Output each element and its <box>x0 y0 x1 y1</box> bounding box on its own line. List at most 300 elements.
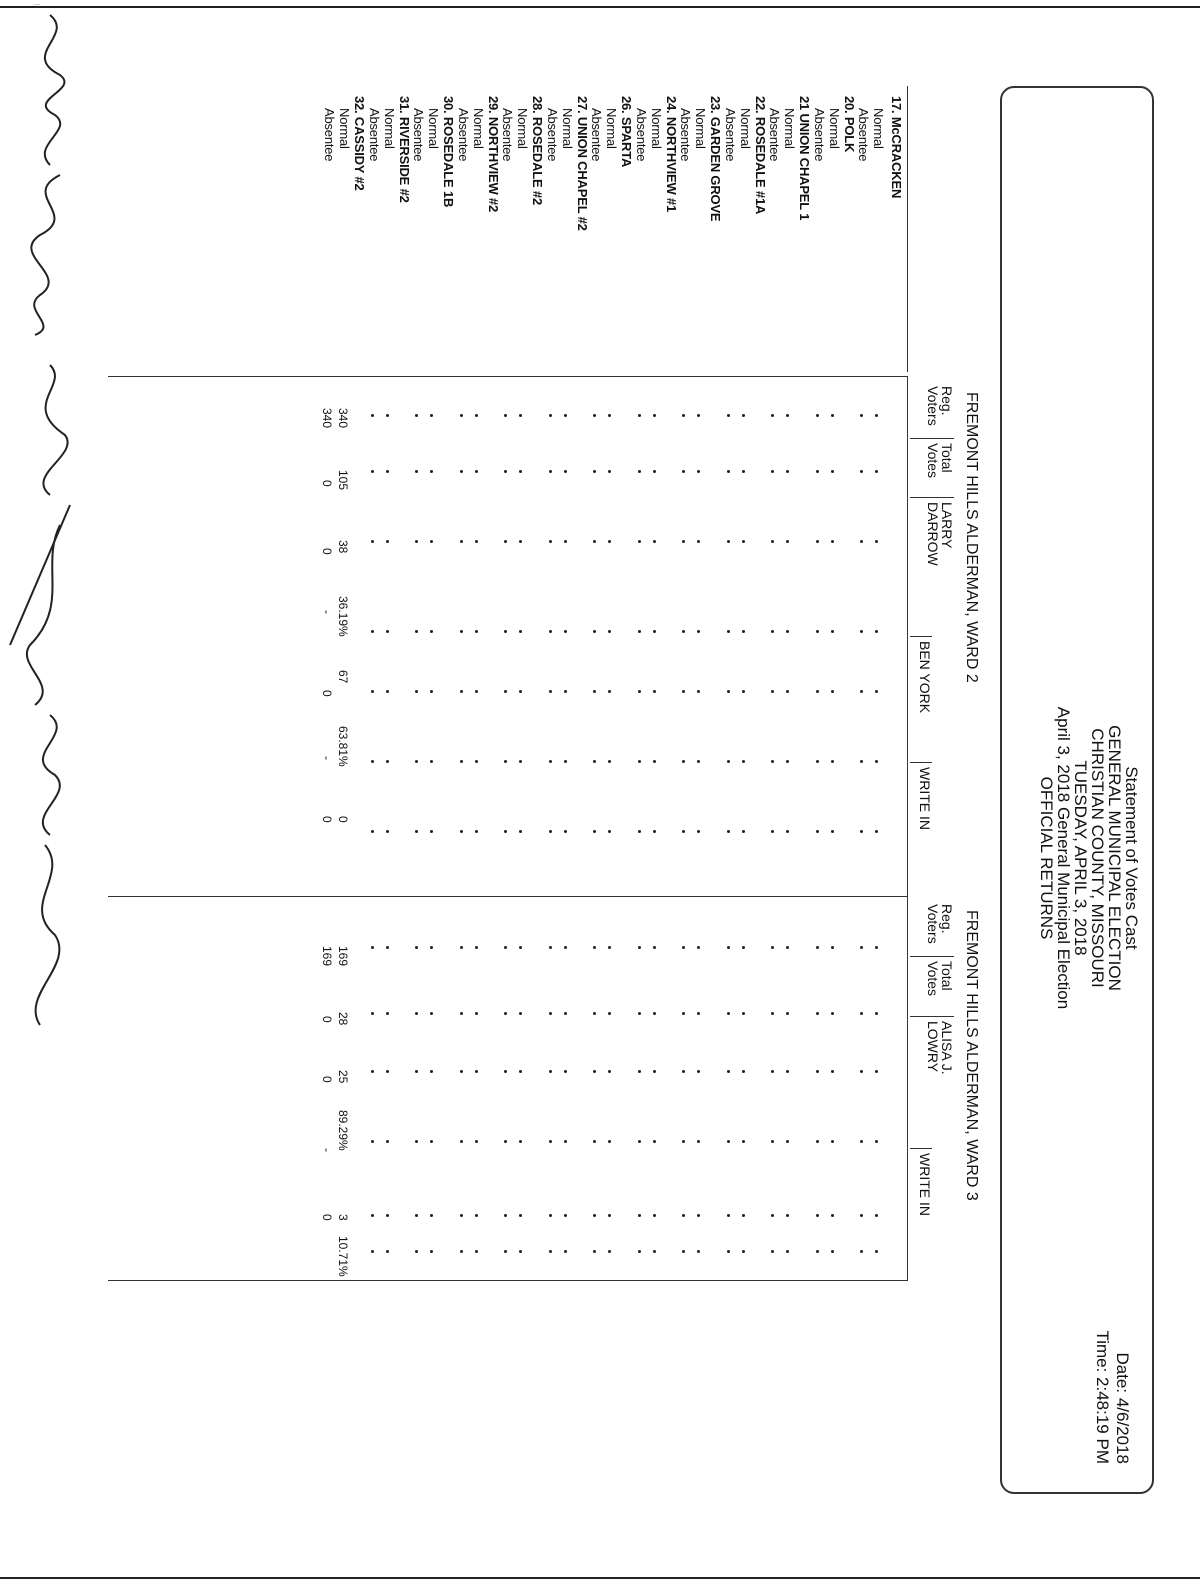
dot-leader <box>430 1070 433 1073</box>
dot-leader <box>786 830 789 833</box>
dot-leader <box>682 540 685 543</box>
ward3-cassidy-abs-lowry-votes: 0 <box>320 1076 334 1083</box>
dot-leader <box>519 1070 522 1073</box>
dot-leader <box>504 1250 507 1253</box>
dot-leader <box>564 414 567 417</box>
dot-leader <box>504 946 507 949</box>
dot-leader <box>504 1214 507 1217</box>
dot-leader <box>386 1140 389 1143</box>
dot-leader <box>519 1140 522 1143</box>
dot-leader <box>831 690 834 693</box>
row-sub-label: Absentee <box>678 108 693 162</box>
dot-leader <box>860 830 863 833</box>
dot-leader <box>564 630 567 633</box>
row-sub-label: Normal <box>382 108 397 149</box>
dot-leader <box>682 760 685 763</box>
dot-leader <box>875 540 878 543</box>
dot-leader <box>504 414 507 417</box>
dot-leader <box>519 540 522 543</box>
ward2-cassidy-reg-voters: 340 <box>336 408 350 429</box>
dot-leader <box>860 1012 863 1015</box>
dot-leader <box>386 540 389 543</box>
ward3-cassidy-writein-pct: 10.71% <box>336 1236 350 1277</box>
precinct-label: 20. POLK <box>842 96 857 153</box>
row-sub-label: Absentee <box>767 108 782 162</box>
dot-leader <box>727 630 730 633</box>
dot-leader <box>860 1214 863 1217</box>
dot-leader <box>697 470 700 473</box>
ward3-cassidy-abs-writein-votes: 0 <box>320 1214 334 1221</box>
dot-leader <box>653 470 656 473</box>
dot-leader <box>697 1214 700 1217</box>
dot-leader <box>460 414 463 417</box>
dot-leader <box>638 630 641 633</box>
ward2-race-title: FREMONT HILLS ALDERMAN, WARD 2 <box>963 392 980 683</box>
row-sub-label: Absentee <box>812 108 827 162</box>
dot-leader <box>682 1140 685 1143</box>
dot-leader <box>593 1250 596 1253</box>
dot-leader <box>415 470 418 473</box>
dot-leader <box>831 830 834 833</box>
dot-leader <box>831 630 834 633</box>
dot-leader <box>697 690 700 693</box>
dot-leader <box>460 1140 463 1143</box>
row-sub-label: Normal <box>738 108 753 149</box>
handwritten-signatures <box>0 5 80 1035</box>
dot-leader <box>460 1250 463 1253</box>
dot-leader <box>519 470 522 473</box>
dot-leader <box>504 760 507 763</box>
precinct-label: 21 UNION CHAPEL 1 <box>797 96 812 221</box>
dot-leader <box>682 1250 685 1253</box>
dot-leader <box>371 540 374 543</box>
dot-leader <box>697 414 700 417</box>
precinct-label: 23. GARDEN GROVE <box>708 96 723 222</box>
scan-header-text: ... <box>34 0 40 7</box>
dot-leader <box>504 830 507 833</box>
dot-leader <box>860 1250 863 1253</box>
dot-leader <box>371 1140 374 1143</box>
row-sub-label: Absentee <box>545 108 560 162</box>
row-sub-label: Normal <box>693 108 708 149</box>
dot-leader <box>415 760 418 763</box>
label-header-rule <box>907 86 908 372</box>
precinct-label: 28. ROSEDALE #2 <box>530 96 545 205</box>
dot-leader <box>608 760 611 763</box>
dot-leader <box>786 760 789 763</box>
report-header-box <box>1000 86 1154 1494</box>
dot-leader <box>682 414 685 417</box>
dot-leader <box>653 1070 656 1073</box>
report-title-line: CHRISTIAN COUNTY, MISSOURI <box>1088 728 1107 988</box>
dot-leader <box>475 1012 478 1015</box>
ward3-cassidy-lowry-votes: 25 <box>336 1070 350 1084</box>
ward3-cassidy-lowry-pct: 89.29% <box>336 1110 350 1151</box>
row-sub-label: Absentee <box>367 108 382 162</box>
dot-leader <box>742 470 745 473</box>
dot-leader <box>682 1214 685 1217</box>
dot-leader <box>697 1012 700 1015</box>
dot-leader <box>460 690 463 693</box>
dot-leader <box>682 470 685 473</box>
dot-leader <box>860 760 863 763</box>
dot-leader <box>860 1070 863 1073</box>
dot-leader <box>742 690 745 693</box>
dot-leader <box>742 946 745 949</box>
row-sub-label: Absentee <box>856 108 871 162</box>
row-sub-label: Absentee <box>589 108 604 162</box>
dot-leader <box>771 1140 774 1143</box>
dot-leader <box>371 470 374 473</box>
dot-leader <box>771 946 774 949</box>
ward2-header-rule <box>907 376 908 896</box>
dot-leader <box>386 470 389 473</box>
dot-leader <box>638 540 641 543</box>
dot-leader <box>727 470 730 473</box>
dot-leader <box>504 1070 507 1073</box>
dot-leader <box>415 1140 418 1143</box>
dot-leader <box>608 1070 611 1073</box>
dot-leader <box>697 830 700 833</box>
dot-leader <box>860 946 863 949</box>
dot-leader <box>653 1140 656 1143</box>
dot-leader <box>682 690 685 693</box>
dot-leader <box>386 946 389 949</box>
precinct-label: 30. ROSEDALE 1B <box>441 96 456 208</box>
dot-leader <box>638 1012 641 1015</box>
dot-leader <box>564 470 567 473</box>
dot-leader <box>371 1214 374 1217</box>
dot-leader <box>771 414 774 417</box>
dot-leader <box>727 414 730 417</box>
dot-leader <box>682 1070 685 1073</box>
dot-leader <box>786 1214 789 1217</box>
dot-leader <box>475 946 478 949</box>
dot-leader <box>816 630 819 633</box>
dot-leader <box>786 690 789 693</box>
row-sub-label: Normal <box>426 108 441 149</box>
dot-leader <box>742 760 745 763</box>
dot-leader <box>564 1012 567 1015</box>
dot-leader <box>549 1012 552 1015</box>
ward2-cassidy-abs-york-votes: 0 <box>320 690 334 697</box>
ward2-col-candidate-darrow: LARRY DARROW <box>910 497 954 566</box>
dot-leader <box>430 1250 433 1253</box>
dot-leader <box>653 946 656 949</box>
dot-leader <box>653 830 656 833</box>
dot-leader <box>460 830 463 833</box>
dot-leader <box>549 1140 552 1143</box>
dot-leader <box>771 1070 774 1073</box>
ward2-cassidy-abs-total-votes: 0 <box>320 480 334 487</box>
dot-leader <box>593 830 596 833</box>
dot-leader <box>415 1250 418 1253</box>
dot-leader <box>430 630 433 633</box>
dot-leader <box>386 830 389 833</box>
ward2-cassidy-darrow-pct: 36.19% <box>336 596 350 637</box>
dot-leader <box>771 690 774 693</box>
dot-leader <box>415 540 418 543</box>
dot-leader <box>371 830 374 833</box>
dot-leader <box>564 760 567 763</box>
dot-leader <box>371 760 374 763</box>
dot-leader <box>430 414 433 417</box>
ward2-cassidy-abs-darrow-pct: - <box>320 610 334 614</box>
dot-leader <box>727 946 730 949</box>
ward3-col-candidate-lowry: ALISA J. LOWRY <box>910 1016 954 1075</box>
dot-leader <box>682 946 685 949</box>
dot-leader <box>549 946 552 949</box>
dot-leader <box>564 1214 567 1217</box>
dot-leader <box>608 414 611 417</box>
dot-leader <box>371 414 374 417</box>
dot-leader <box>875 690 878 693</box>
report-title-line: April 3, 2018 General Municipal Election <box>1054 706 1073 1010</box>
dot-leader <box>504 1012 507 1015</box>
dot-leader <box>831 1012 834 1015</box>
dot-leader <box>653 1250 656 1253</box>
dot-leader <box>593 1070 596 1073</box>
dot-leader <box>875 1070 878 1073</box>
ward2-col-candidate-york: BEN YORK <box>910 636 932 713</box>
precinct-label: 24. NORTHVIEW #1 <box>664 96 679 212</box>
dot-leader <box>593 690 596 693</box>
report-time: Time: 2:48:19 PM <box>1093 1330 1112 1464</box>
row-sub-label: Absentee <box>456 108 471 162</box>
ward3-race-title: FREMONT HILLS ALDERMAN, WARD 3 <box>963 910 980 1201</box>
ward2-cassidy-abs-writein-votes: 0 <box>320 816 334 823</box>
ward2-cassidy-darrow-votes: 38 <box>336 540 350 554</box>
precinct-label: 27. UNION CHAPEL #2 <box>575 96 590 231</box>
dot-leader <box>430 540 433 543</box>
row-sub-label: Normal <box>471 108 486 149</box>
dot-leader <box>519 1250 522 1253</box>
dot-leader <box>593 414 596 417</box>
row-sub-label: Normal <box>782 108 797 149</box>
dot-leader <box>653 760 656 763</box>
dot-leader <box>475 630 478 633</box>
dot-leader <box>504 540 507 543</box>
ward3-cassidy-abs-lowry-pct: - <box>320 1148 334 1152</box>
dot-leader <box>519 414 522 417</box>
dot-leader <box>519 690 522 693</box>
dot-leader <box>831 414 834 417</box>
dot-leader <box>608 470 611 473</box>
dot-leader <box>860 470 863 473</box>
dot-leader <box>653 630 656 633</box>
dot-leader <box>608 540 611 543</box>
ward3-cassidy-abs-reg-voters: 169 <box>320 946 334 967</box>
dot-leader <box>816 830 819 833</box>
dot-leader <box>697 760 700 763</box>
dot-leader <box>371 630 374 633</box>
dot-leader <box>460 760 463 763</box>
dot-leader <box>786 630 789 633</box>
dot-leader <box>519 1012 522 1015</box>
dot-leader <box>608 630 611 633</box>
dot-leader <box>727 830 730 833</box>
dot-leader <box>564 946 567 949</box>
dot-leader <box>771 470 774 473</box>
dot-leader <box>816 690 819 693</box>
dot-leader <box>430 946 433 949</box>
dot-leader <box>386 1214 389 1217</box>
ward3-col-reg-voters: Reg. Voters <box>925 904 955 944</box>
dot-leader <box>608 1012 611 1015</box>
dot-leader <box>831 946 834 949</box>
dot-leader <box>653 690 656 693</box>
dot-leader <box>653 1012 656 1015</box>
dot-leader <box>831 760 834 763</box>
dot-leader <box>742 1140 745 1143</box>
report-title-block <box>1038 648 1140 1068</box>
dot-leader <box>430 760 433 763</box>
dot-leader <box>727 1012 730 1015</box>
dot-leader <box>504 690 507 693</box>
dot-leader <box>742 1070 745 1073</box>
dot-leader <box>875 946 878 949</box>
dot-leader <box>697 946 700 949</box>
dot-leader <box>742 1250 745 1253</box>
dot-leader <box>371 1250 374 1253</box>
precinct-label: 32. CASSIDY #2 <box>352 96 367 191</box>
ward2-col-total-votes: Total Votes <box>910 438 954 478</box>
dot-leader <box>549 830 552 833</box>
ward2-cassidy-abs-darrow-votes: 0 <box>320 548 334 555</box>
ward3-left-rule <box>108 896 908 897</box>
ward3-cassidy-total-votes: 28 <box>336 1012 350 1026</box>
dot-leader <box>638 830 641 833</box>
dot-leader <box>653 540 656 543</box>
dot-leader <box>460 1070 463 1073</box>
dot-leader <box>593 1140 596 1143</box>
dot-leader <box>727 540 730 543</box>
dot-leader <box>415 630 418 633</box>
dot-leader <box>430 830 433 833</box>
dot-leader <box>875 1012 878 1015</box>
dot-leader <box>460 630 463 633</box>
dot-leader <box>608 1250 611 1253</box>
dot-leader <box>564 830 567 833</box>
dot-leader <box>771 1012 774 1015</box>
dot-leader <box>415 690 418 693</box>
dot-leader <box>860 540 863 543</box>
dot-leader <box>460 1012 463 1015</box>
dot-leader <box>682 830 685 833</box>
precinct-label: 22. ROSEDALE #1A <box>753 96 768 215</box>
ward2-cassidy-york-pct: 63.81% <box>336 726 350 767</box>
dot-leader <box>386 1070 389 1073</box>
dot-leader <box>415 1012 418 1015</box>
ward3-col-total-votes: Total Votes <box>910 956 954 996</box>
dot-leader <box>608 830 611 833</box>
row-sub-label: Absentee <box>500 108 515 162</box>
dot-leader <box>816 760 819 763</box>
dot-leader <box>697 1250 700 1253</box>
dot-leader <box>460 470 463 473</box>
dot-leader <box>371 1070 374 1073</box>
ward3-cassidy-abs-total-votes: 0 <box>320 1016 334 1023</box>
dot-leader <box>831 470 834 473</box>
dot-leader <box>816 1070 819 1073</box>
dot-leader <box>875 1214 878 1217</box>
row-sub-label: Normal <box>515 108 530 149</box>
dot-leader <box>638 1070 641 1073</box>
dot-leader <box>727 1070 730 1073</box>
dot-leader <box>786 946 789 949</box>
dot-leader <box>386 690 389 693</box>
dot-leader <box>816 414 819 417</box>
ward2-left-rule <box>108 376 908 377</box>
dot-leader <box>816 1214 819 1217</box>
dot-leader <box>697 1070 700 1073</box>
row-sub-label: Normal <box>337 108 352 149</box>
dot-leader <box>593 540 596 543</box>
dot-leader <box>860 414 863 417</box>
dot-leader <box>430 1214 433 1217</box>
dot-leader <box>549 760 552 763</box>
dot-leader <box>742 1214 745 1217</box>
dot-leader <box>430 690 433 693</box>
ward2-cassidy-total-votes: 105 <box>336 470 350 491</box>
ward3-col-write-in: WRITE IN <box>910 1148 932 1216</box>
row-sub-label: Normal <box>604 108 619 149</box>
dot-leader <box>415 830 418 833</box>
dot-leader <box>608 1214 611 1217</box>
dot-leader <box>638 946 641 949</box>
dot-leader <box>519 1214 522 1217</box>
dot-leader <box>786 414 789 417</box>
dot-leader <box>519 630 522 633</box>
dot-leader <box>519 760 522 763</box>
dot-leader <box>816 540 819 543</box>
dot-leader <box>564 690 567 693</box>
dot-leader <box>771 1214 774 1217</box>
dot-leader <box>727 760 730 763</box>
dot-leader <box>386 1012 389 1015</box>
dot-leader <box>475 414 478 417</box>
dot-leader <box>504 470 507 473</box>
dot-leader <box>638 470 641 473</box>
row-sub-label: Normal <box>560 108 575 149</box>
ward2-cassidy-abs-york-pct: - <box>320 756 334 760</box>
dot-leader <box>386 1250 389 1253</box>
dot-leader <box>519 830 522 833</box>
dot-leader <box>549 1214 552 1217</box>
report-title-line: GENERAL MUNICIPAL ELECTION <box>1105 725 1124 991</box>
dot-leader <box>638 1250 641 1253</box>
dot-leader <box>608 1140 611 1143</box>
row-sub-label: Absentee <box>411 108 426 162</box>
dot-leader <box>742 1012 745 1015</box>
dot-leader <box>875 760 878 763</box>
dot-leader <box>771 540 774 543</box>
dot-leader <box>460 946 463 949</box>
dot-leader <box>504 1140 507 1143</box>
dot-leader <box>593 946 596 949</box>
report-title-line: Statement of Votes Cast <box>1122 766 1141 950</box>
dot-leader <box>549 1070 552 1073</box>
dot-leader <box>875 414 878 417</box>
dot-leader <box>475 540 478 543</box>
dot-leader <box>430 1140 433 1143</box>
dot-leader <box>786 540 789 543</box>
dot-leader <box>638 690 641 693</box>
row-sub-label: Absentee <box>634 108 649 162</box>
ward2-cassidy-york-votes: 67 <box>336 670 350 684</box>
dot-leader <box>593 1012 596 1015</box>
dot-leader <box>771 830 774 833</box>
